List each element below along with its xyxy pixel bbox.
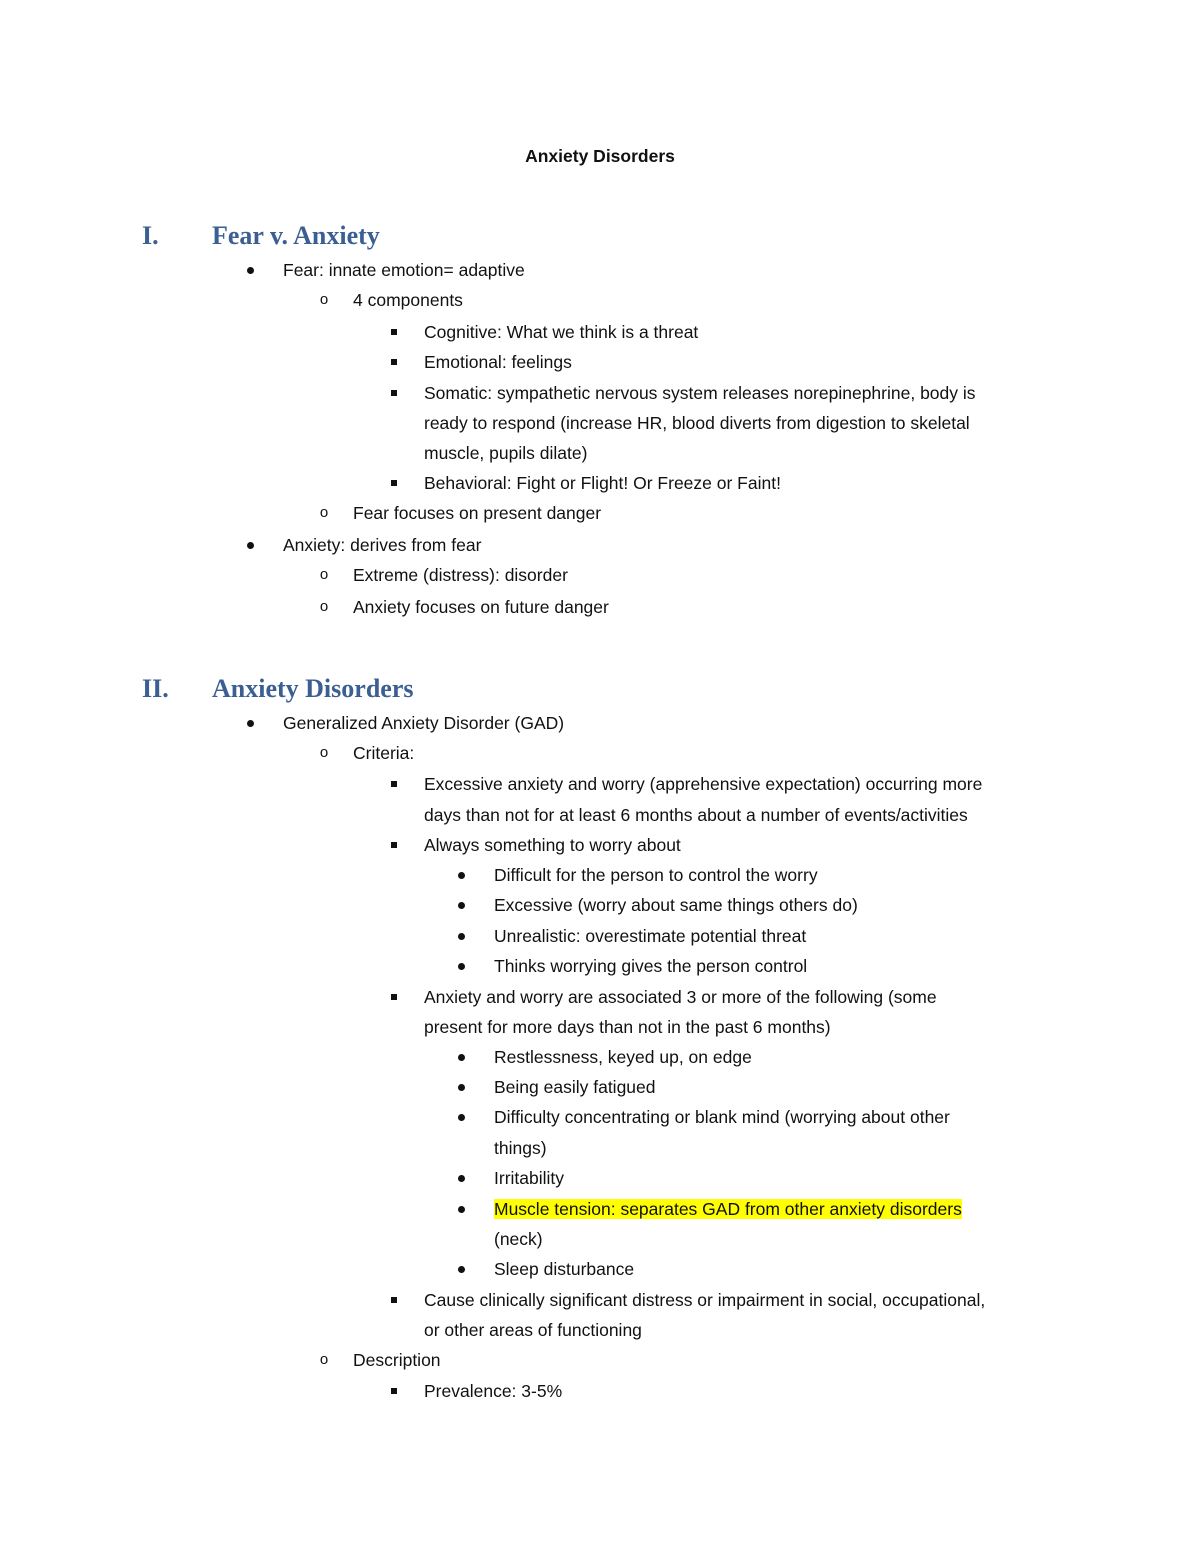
- list-item: Somatic: sympathetic nervous system releases norepinephrine, body is: [424, 383, 976, 403]
- list-item: Excessive (worry about same things others do): [494, 895, 858, 915]
- list-item: Difficult for the person to control the worry: [494, 865, 818, 885]
- document-title: Anxiety Disorders: [525, 146, 675, 166]
- list-item-continuation: things): [494, 1138, 547, 1158]
- circle-bullet-icon: o: [319, 566, 329, 583]
- list-item: 4 components: [353, 290, 463, 310]
- section-1-number: I.: [142, 221, 159, 250]
- list-item: Restlessness, keyed up, on edge: [494, 1047, 752, 1067]
- list-item: Thinks worrying gives the person control: [494, 956, 808, 976]
- circle-bullet-icon: o: [319, 1351, 329, 1368]
- list-item-continuation: muscle, pupils dilate): [424, 443, 588, 463]
- circle-bullet-icon: o: [319, 598, 329, 615]
- list-item: Prevalence: 3-5%: [424, 1381, 563, 1401]
- list-item: Fear: innate emotion= adaptive: [283, 260, 525, 280]
- list-item: Anxiety: derives from fear: [283, 535, 482, 555]
- list-item-continuation: present for more days than not in the past 6 months): [424, 1017, 831, 1037]
- list-item: Excessive anxiety and worry (apprehensive expectation) occurring more: [424, 774, 983, 794]
- list-item-continuation: (neck): [494, 1229, 543, 1249]
- list-item: Description: [353, 1350, 441, 1370]
- section-1-title: Fear v. Anxiety: [212, 221, 380, 250]
- highlight-mark: Muscle tension: separates GAD from other anxiety disorders: [494, 1199, 962, 1219]
- list-item: Being easily fatigued: [494, 1077, 656, 1097]
- highlighted-list-item: [494, 1197, 962, 1221]
- circle-bullet-icon: o: [319, 504, 329, 521]
- list-item-continuation: days than not for at least 6 months about a number of events/activities: [424, 805, 968, 825]
- list-item: Generalized Anxiety Disorder (GAD): [283, 713, 565, 733]
- circle-bullet-icon: o: [319, 744, 329, 761]
- list-item: Cause clinically significant distress or impairment in social, occupational,: [424, 1290, 986, 1310]
- list-item: Behavioral: Fight or Flight! Or Freeze or Faint!: [424, 473, 781, 493]
- list-item: Cognitive: What we think is a threat: [424, 322, 699, 342]
- list-item-continuation: or other areas of functioning: [424, 1320, 642, 1340]
- section-2-title: Anxiety Disorders: [212, 674, 414, 703]
- section-2-number: II.: [142, 674, 169, 703]
- list-item: Irritability: [494, 1168, 565, 1188]
- list-item: Sleep disturbance: [494, 1259, 635, 1279]
- list-item: Anxiety focuses on future danger: [353, 597, 609, 617]
- list-item: Extreme (distress): disorder: [353, 565, 568, 585]
- list-item: Unrealistic: overestimate potential threat: [494, 926, 807, 946]
- list-item: Fear focuses on present danger: [353, 503, 602, 523]
- list-item: Emotional: feelings: [424, 352, 572, 372]
- list-item: Always something to worry about: [424, 835, 681, 855]
- list-item: Anxiety and worry are associated 3 or more of the following (some: [424, 987, 937, 1007]
- list-item: Criteria:: [353, 743, 415, 763]
- list-item-continuation: ready to respond (increase HR, blood diverts from digestion to skeletal: [424, 413, 970, 433]
- circle-bullet-icon: o: [319, 291, 329, 308]
- list-item: Difficulty concentrating or blank mind (worrying about other: [494, 1107, 950, 1127]
